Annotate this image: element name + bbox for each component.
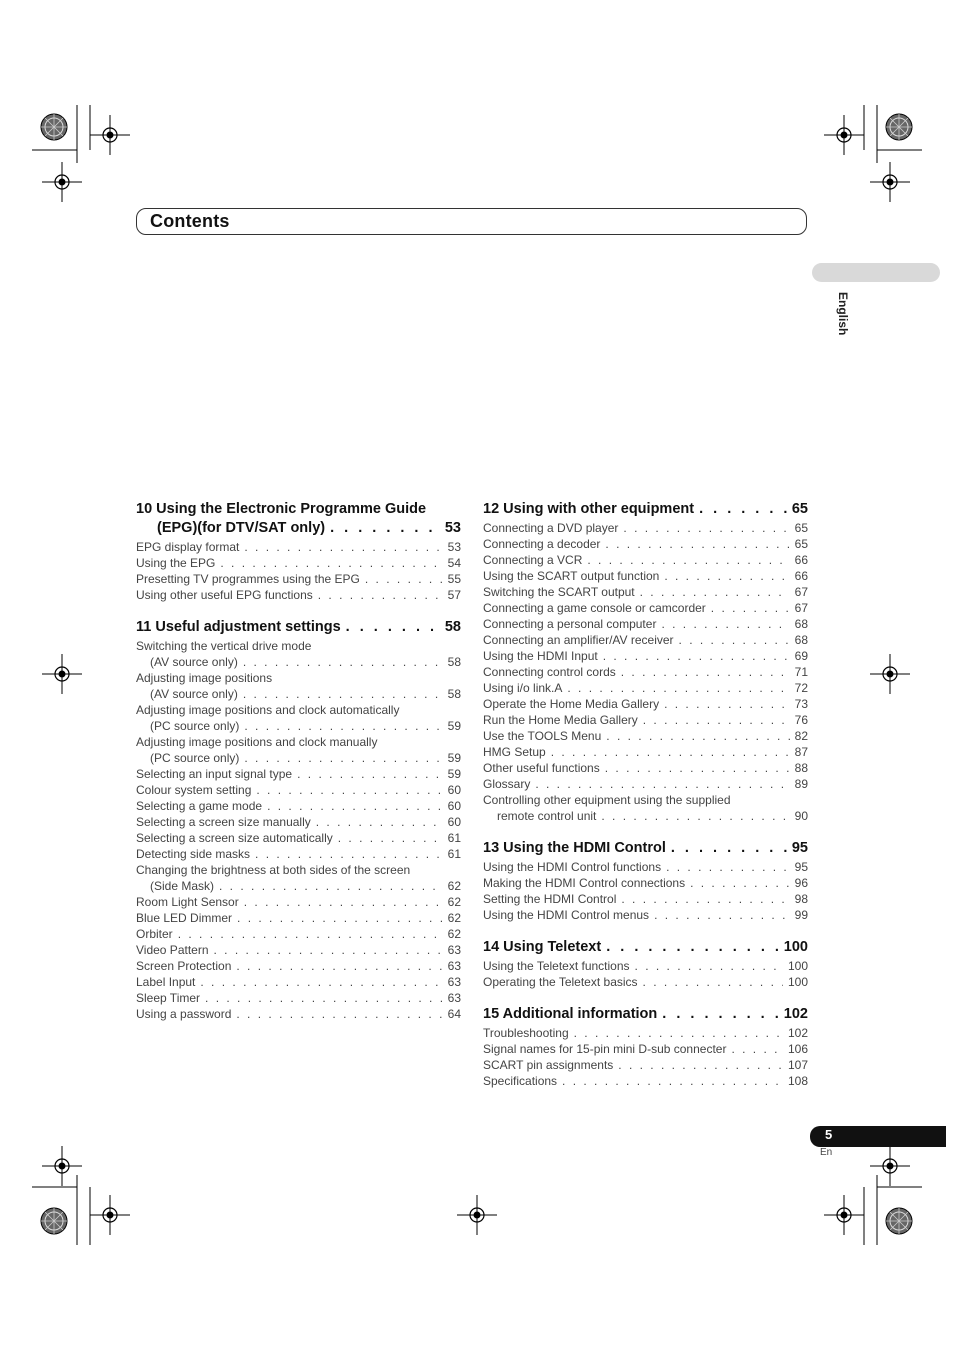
entry-page: 53: [447, 540, 461, 554]
entry-page: 90: [794, 809, 808, 823]
entry-text: Using other useful EPG functions: [136, 588, 313, 602]
entry-page: 107: [787, 1058, 808, 1072]
entry-text: Glossary: [483, 777, 531, 791]
leader-dots: [621, 891, 789, 907]
leader-dots: [535, 776, 789, 792]
leader-dots: [606, 728, 789, 744]
toc-section-13: [483, 839, 808, 923]
toc-entry[interactable]: [136, 734, 461, 766]
entry-text: Colour system setting: [136, 783, 252, 797]
entry-text: Switching the vertical drive mode: [136, 639, 312, 653]
section-title-row: [136, 618, 461, 637]
toc-entry[interactable]: [136, 571, 461, 587]
entry-page: 65: [794, 537, 808, 551]
entry-continuation-row: [136, 750, 461, 766]
leader-dots: [643, 712, 790, 728]
contents-title-bar: [136, 208, 807, 235]
leader-dots: [679, 632, 790, 648]
section-title-line2-row: [136, 519, 461, 538]
entry-text: Using i/o link.A: [483, 681, 563, 695]
toc-entry[interactable]: [483, 664, 808, 680]
entry-text: Selecting a game mode: [136, 799, 263, 813]
leader-dots: [654, 907, 790, 923]
entry-page: 61: [447, 831, 461, 845]
toc-entry[interactable]: [136, 910, 461, 926]
entry-page: 67: [794, 601, 808, 615]
entry-text: Connecting a personal computer: [483, 617, 657, 631]
leader-dots: [690, 875, 790, 891]
entry-page: 60: [447, 783, 461, 797]
leader-dots: [601, 808, 789, 824]
section-title: 15 Additional information: [483, 1006, 658, 1022]
entry-text: Connecting a VCR: [483, 553, 583, 567]
entry-page: 98: [794, 892, 808, 906]
entry-page: 62: [447, 911, 461, 925]
entry-text-continued: (AV source only): [150, 687, 238, 701]
toc-entry[interactable]: [483, 792, 808, 824]
entry-text: Troubleshooting: [483, 1026, 569, 1040]
entry-text: Screen Protection: [136, 959, 232, 973]
leader-dots: [346, 618, 440, 637]
toc-entry[interactable]: [136, 990, 461, 1006]
entry-page: 63: [447, 943, 461, 957]
leader-dots: [664, 696, 790, 712]
leader-dots: [244, 894, 443, 910]
section-heading[interactable]: [483, 1005, 808, 1024]
entry-text: SCART pin assignments: [483, 1058, 614, 1072]
page-number: 5: [825, 1127, 833, 1142]
toc-entry[interactable]: [483, 584, 808, 600]
leader-dots: [605, 760, 790, 776]
leader-dots: [711, 600, 790, 616]
leader-dots: [666, 859, 790, 875]
entry-page: 95: [794, 860, 808, 874]
leader-dots: [551, 744, 790, 760]
entry-text: Changing the brightness at both sides of the screen: [136, 863, 411, 877]
toc-entry[interactable]: [483, 616, 808, 632]
toc-entry[interactable]: [136, 1006, 461, 1022]
entry-page: 66: [794, 553, 808, 567]
leader-dots: [671, 839, 787, 858]
entry-text: Using the HDMI Control functions: [483, 860, 662, 874]
toc-entry[interactable]: [483, 712, 808, 728]
toc-entry[interactable]: [483, 568, 808, 584]
entry-text: Connecting control cords: [483, 665, 616, 679]
toc-entry[interactable]: [136, 846, 461, 862]
entry-page: 60: [447, 815, 461, 829]
entry-page: 96: [794, 876, 808, 890]
section-title-row: [483, 500, 808, 519]
toc-entry[interactable]: [483, 891, 808, 907]
toc-entry[interactable]: [483, 648, 808, 664]
leader-dots: [244, 718, 442, 734]
entry-page: 64: [447, 1007, 461, 1021]
toc-entry[interactable]: [483, 728, 808, 744]
toc-entry[interactable]: [136, 814, 461, 830]
toc-entry[interactable]: [483, 696, 808, 712]
entry-continuation-row: [483, 808, 808, 824]
section-heading[interactable]: [136, 618, 461, 637]
entry-text: Using a password: [136, 1007, 232, 1021]
leader-dots: [267, 798, 443, 814]
entry-page: 100: [787, 959, 808, 973]
toc-entry[interactable]: [136, 670, 461, 702]
entry-text: Using the HDMI Input: [483, 649, 598, 663]
entry-text: Using the HDMI Control menus: [483, 908, 650, 922]
entry-text: Presetting TV programmes using the EPG: [136, 572, 360, 586]
entry-page: 82: [794, 729, 808, 743]
entry-text: Room Light Sensor: [136, 895, 239, 909]
leader-dots: [574, 1025, 783, 1041]
leader-dots: [255, 846, 443, 862]
leader-dots: [635, 958, 783, 974]
entry-text: Label Input: [136, 975, 196, 989]
entry-text: Run the Home Media Gallery: [483, 713, 638, 727]
toc-section-10: [136, 500, 461, 603]
entry-page: 102: [787, 1026, 808, 1040]
entry-text: Using the EPG: [136, 556, 216, 570]
toc-left-column: [136, 500, 461, 1037]
entry-page: 59: [447, 767, 461, 781]
entry-text: Adjusting image positions and clock automatically: [136, 703, 400, 717]
toc-entry[interactable]: [483, 520, 808, 536]
leader-dots: [243, 654, 443, 670]
toc-entry[interactable]: [483, 776, 808, 792]
entry-text: Connecting a decoder: [483, 537, 601, 551]
toc-entry[interactable]: [483, 1025, 808, 1041]
entry-page: 62: [447, 895, 461, 909]
entry-page: 100: [787, 975, 808, 989]
toc-entry[interactable]: [483, 875, 808, 891]
entry-text: Orbiter: [136, 927, 173, 941]
leader-dots: [200, 974, 442, 990]
leader-dots: [297, 766, 443, 782]
entry-page: 54: [447, 556, 461, 570]
toc-entry[interactable]: [483, 632, 808, 648]
entry-text: Selecting an input signal type: [136, 767, 293, 781]
entry-text: Selecting a screen size manually: [136, 815, 311, 829]
toc-entry[interactable]: [136, 974, 461, 990]
leader-dots: [237, 910, 443, 926]
entry-page: 60: [447, 799, 461, 813]
toc-entry[interactable]: [483, 859, 808, 875]
entry-page: 89: [794, 777, 808, 791]
toc-entry[interactable]: [136, 830, 461, 846]
leader-dots: [567, 680, 789, 696]
leader-dots: [562, 1073, 783, 1089]
entry-text: Specifications: [483, 1074, 558, 1088]
leader-dots: [244, 750, 442, 766]
language-tab: [812, 263, 940, 282]
entry-text: Selecting a screen size automatically: [136, 831, 333, 845]
entry-page: 62: [447, 927, 461, 941]
entry-continuation-row: [136, 654, 461, 670]
toc-entry[interactable]: [483, 907, 808, 923]
leader-dots: [220, 555, 442, 571]
leader-dots: [318, 587, 443, 603]
entry-text: Connecting an amplifier/AV receiver: [483, 633, 674, 647]
leader-dots: [256, 782, 442, 798]
section-title-line2: (EPG)(for DTV/SAT only): [157, 520, 326, 536]
leader-dots: [605, 536, 789, 552]
section-title-line1: 10 Using the Electronic Programme Guide: [136, 501, 427, 517]
leader-dots: [664, 568, 789, 584]
toc-entry[interactable]: [483, 744, 808, 760]
toc-entry[interactable]: [136, 766, 461, 782]
leader-dots: [243, 686, 443, 702]
leader-dots: [330, 519, 440, 538]
entry-text: Connecting a game console or camcorder: [483, 601, 706, 615]
toc-section-11: [136, 618, 461, 1022]
leader-dots: [731, 1041, 783, 1057]
section-page: 58: [444, 619, 461, 635]
toc-entry[interactable]: [483, 958, 808, 974]
entry-page: 58: [447, 687, 461, 701]
toc-entry[interactable]: [483, 600, 808, 616]
leader-dots: [662, 1005, 779, 1024]
entry-text: Blue LED Dimmer: [136, 911, 233, 925]
section-title: 12 Using with other equipment: [483, 501, 695, 517]
leader-dots: [699, 500, 787, 519]
entry-continuation-row: [136, 686, 461, 702]
leader-dots: [178, 926, 443, 942]
leader-dots: [603, 648, 790, 664]
section-title: 13 Using the HDMI Control: [483, 840, 666, 856]
section-page: 53: [444, 520, 461, 536]
entry-page: 73: [794, 697, 808, 711]
toc-entry[interactable]: [136, 894, 461, 910]
entry-page: 65: [794, 521, 808, 535]
entry-page: 67: [794, 585, 808, 599]
toc-entry[interactable]: [136, 539, 461, 555]
section-heading[interactable]: [483, 839, 808, 858]
entry-page: 55: [447, 572, 461, 586]
entry-text-continued: (Side Mask): [150, 879, 215, 893]
toc-entry[interactable]: [483, 1057, 808, 1073]
page-title: Contents: [150, 211, 230, 231]
entry-text: Signal names for 15-pin mini D-sub connecter: [483, 1042, 727, 1056]
section-title: 14 Using Teletext: [483, 939, 602, 955]
section-heading[interactable]: [483, 938, 808, 957]
toc-entry[interactable]: [136, 862, 461, 894]
entry-text: Other useful functions: [483, 761, 600, 775]
entry-page: 59: [447, 719, 461, 733]
entry-text: Sleep Timer: [136, 991, 201, 1005]
entry-page: 63: [447, 959, 461, 973]
entry-page: 68: [794, 633, 808, 647]
entry-page: 72: [794, 681, 808, 695]
toc-entry[interactable]: [483, 1041, 808, 1057]
entry-text-continued: (PC source only): [150, 751, 240, 765]
entry-page: 99: [794, 908, 808, 922]
entry-text: Operating the Teletext basics: [483, 975, 638, 989]
toc-entry[interactable]: [136, 782, 461, 798]
toc-entry[interactable]: [483, 760, 808, 776]
toc-entry[interactable]: [136, 587, 461, 603]
entry-page: 69: [794, 649, 808, 663]
toc-section-12: [483, 500, 808, 824]
section-heading[interactable]: [136, 500, 461, 538]
leader-dots: [618, 1057, 783, 1073]
entry-text: EPG display format: [136, 540, 240, 554]
entry-text: Adjusting image positions and clock manually: [136, 735, 378, 749]
leader-dots: [236, 1006, 442, 1022]
entry-page: 61: [447, 847, 461, 861]
entry-text: Use the TOOLS Menu: [483, 729, 602, 743]
leader-dots: [587, 552, 789, 568]
entry-page: 76: [794, 713, 808, 727]
leader-dots: [338, 830, 443, 846]
section-title: 11 Useful adjustment settings: [136, 619, 341, 635]
toc-entry[interactable]: [136, 926, 461, 942]
toc-entry[interactable]: [136, 958, 461, 974]
entry-text: HMG Setup: [483, 745, 546, 759]
leader-dots: [244, 539, 442, 555]
leader-dots: [214, 942, 443, 958]
toc-entry[interactable]: [483, 536, 808, 552]
page-language-code: En: [820, 1147, 833, 1158]
section-page: 100: [783, 939, 808, 955]
leader-dots: [623, 520, 789, 536]
toc-section-14: [483, 938, 808, 990]
language-label: English: [836, 292, 850, 336]
entry-page: 62: [447, 879, 461, 893]
entry-text: Setting the HDMI Control: [483, 892, 617, 906]
leader-dots: [365, 571, 443, 587]
toc-entry[interactable]: [136, 555, 461, 571]
toc-entry[interactable]: [483, 552, 808, 568]
leader-dots: [236, 958, 442, 974]
entry-page: 106: [787, 1042, 808, 1056]
entry-text: Connecting a DVD player: [483, 521, 619, 535]
entry-text: Making the HDMI Control connections: [483, 876, 686, 890]
entry-text: Using the Teletext functions: [483, 959, 630, 973]
entry-continuation-row: [136, 878, 461, 894]
entry-page: 66: [794, 569, 808, 583]
entry-text: Adjusting image positions: [136, 671, 273, 685]
toc-right-column: [483, 500, 808, 1104]
toc-entry[interactable]: [136, 942, 461, 958]
leader-dots: [661, 616, 789, 632]
section-heading[interactable]: [483, 500, 808, 519]
leader-dots: [643, 974, 783, 990]
leader-dots: [316, 814, 443, 830]
leader-dots: [219, 878, 443, 894]
entry-page: 57: [447, 588, 461, 602]
entry-page: 59: [447, 751, 461, 765]
entry-page: 58: [447, 655, 461, 669]
entry-text: Switching the SCART output: [483, 585, 635, 599]
entry-continuation-row: [136, 718, 461, 734]
entry-text-continued: remote control unit: [497, 809, 597, 823]
toc-entry[interactable]: [136, 798, 461, 814]
entry-text: Controlling other equipment using the supplied: [483, 793, 731, 807]
entry-text: Using the SCART output function: [483, 569, 660, 583]
leader-dots: [640, 584, 790, 600]
section-title-row: [483, 938, 808, 957]
section-page: 95: [791, 840, 808, 856]
entry-page: 71: [794, 665, 808, 679]
entry-page: 87: [794, 745, 808, 759]
toc-entry[interactable]: [483, 974, 808, 990]
toc-section-15: [483, 1005, 808, 1089]
toc-entry[interactable]: [483, 1073, 808, 1089]
leader-dots: [621, 664, 790, 680]
toc-entry[interactable]: [136, 638, 461, 670]
entry-text-continued: (PC source only): [150, 719, 240, 733]
section-page: 65: [791, 501, 808, 517]
leader-dots: [606, 938, 779, 957]
entry-text: Detecting side masks: [136, 847, 251, 861]
entry-text: Video Pattern: [136, 943, 209, 957]
toc-entry[interactable]: [136, 702, 461, 734]
entry-page: 88: [794, 761, 808, 775]
section-page: 102: [783, 1006, 808, 1022]
entry-text-continued: (AV source only): [150, 655, 238, 669]
toc-entry[interactable]: [483, 680, 808, 696]
entry-page: 108: [787, 1074, 808, 1088]
section-title-row: [483, 839, 808, 858]
entry-page: 63: [447, 975, 461, 989]
entry-page: 63: [447, 991, 461, 1005]
section-title-row: [483, 1005, 808, 1024]
entry-text: Operate the Home Media Gallery: [483, 697, 660, 711]
entry-page: 68: [794, 617, 808, 631]
leader-dots: [205, 990, 443, 1006]
